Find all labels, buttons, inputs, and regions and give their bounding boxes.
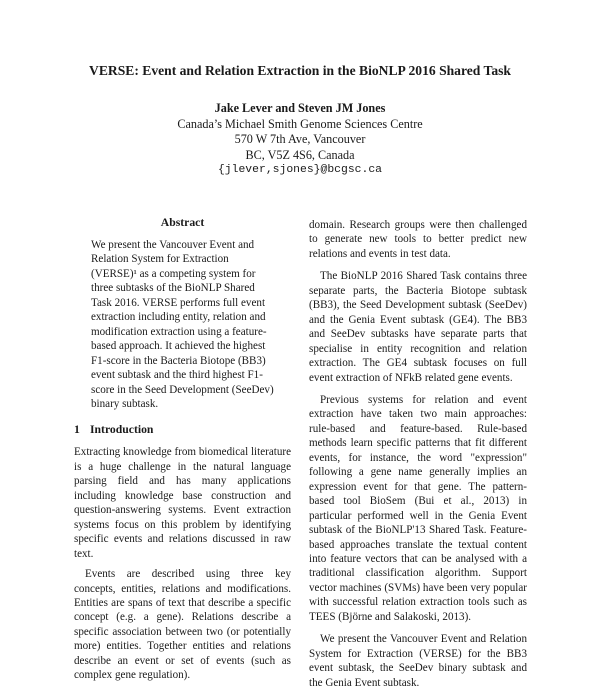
affiliation-line: Canada’s Michael Smith Genome Sciences Centre [177, 116, 423, 131]
right-column [309, 218, 527, 690]
section-heading [74, 422, 291, 438]
author-block [0, 101, 600, 179]
affiliation-line: BC, V5Z 4S6, Canada [245, 147, 355, 162]
body-paragraph: Previous systems for relation and event extraction have taken two main approaches: rule-based and feature-based. Rule-based methods learn specific patterns that fit different events, for instance, the word "expression" following a gene name generally implies an expression event for that gene. The pattern-based tool BioSem (Bui et al., 2013) in particular performed well in the Genia Event subtask of the BioNLP'13 Shared Task. Feature-based approaches translate the textual content into feature vectors that can be analysed with a traditional classification algorithm. Support vector machines (SVMs) have been very popular with successful relation extraction tools such as TEES (Björne and Salakoski, 2013). [309, 393, 527, 623]
intro-paragraph: Events are described using three key concepts, entities, relations and modifications. Entities are spans of text that describe a specific concept (e.g. a gene). Relations describe a specific association between two (or potentially more) entities. Together entities and relations describe an event or set of events (such as complex gene regulation). [74, 568, 291, 682]
affiliation-line: 570 W 7th Ave, Vancouver [234, 132, 366, 146]
section-number: 1 [74, 423, 80, 437]
paper-title: VERSE: Event and Relation Extraction in the BioNLP 2016 Shared Task [89, 63, 511, 78]
author-names: Jake Lever and Steven JM Jones [214, 101, 386, 115]
body-paragraph: domain. Research groups were then challenged to generate new tools to better predict new relations and events in test data. [309, 219, 527, 260]
body-paragraph: The BioNLP 2016 Shared Task contains three separate parts, the Bacteria Biotope subtask (BB3), the Seed Development subtask (SeeDev) and the Genia Event subtask (GE4). The BB3 and SeeDev subtasks have separate parts that specialise in entity recognition and relation extraction. The GE4 subtask focuses on full event extraction of NFkB related gene events. [309, 270, 527, 384]
left-column [74, 214, 291, 683]
section-title: Introduction [90, 423, 154, 437]
abstract-heading: Abstract [160, 216, 205, 229]
abstract-text: We present the Vancouver Event and Relation System for Extraction (VERSE)¹ as a competing system for three subtasks of the BioNLP Shared Task 2016. VERSE performs full event extraction including entity, relation and modification extraction using a feature-based approach. It achieved the highest F1-score in the Bacteria Biotope (BB3) event subtask and the third highest F1-score in the Seed Development (SeeDev) binary subtask. [91, 239, 274, 410]
body-paragraph: We present the Vancouver Event and Relation System for Extraction (VERSE) for the BB3 event subtask, the SeeDev binary subtask and the Genia Event subtask. [309, 633, 527, 689]
intro-paragraph: Extracting knowledge from biomedical literature is a huge challenge in the natural language parsing field and has many applications including knowledge base construction and question-answering systems. Event extraction systems focus on this problem by identifying specific events and relations discussed in raw text. [74, 446, 291, 560]
author-email: {jlever,sjones}@bcgsc.ca [217, 164, 383, 176]
